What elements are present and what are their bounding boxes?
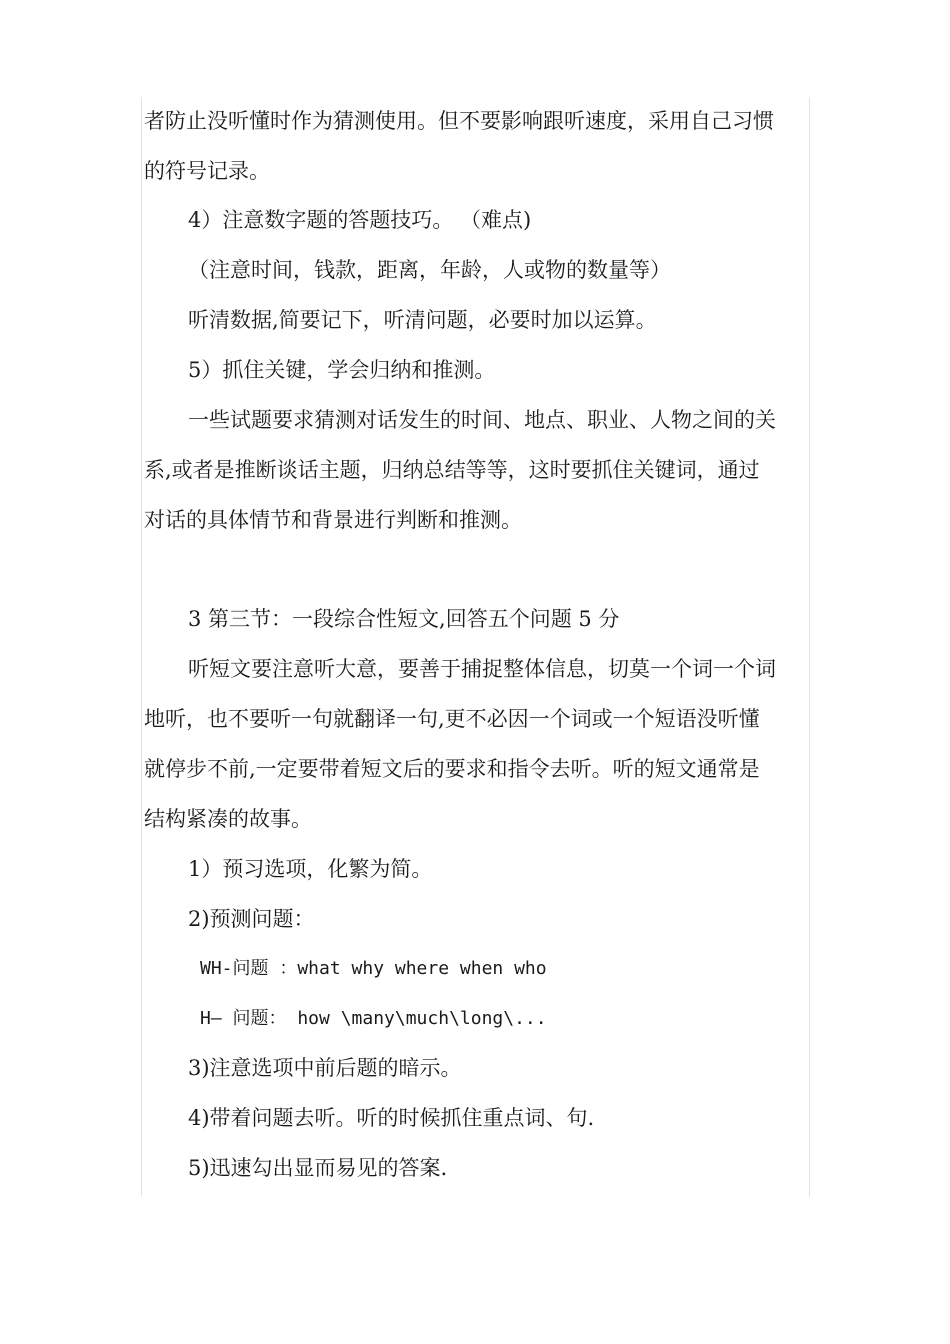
text-line-5: 听清数据,简要记下，听清问题，必要时加以运算。 (188, 308, 657, 332)
text-line-1: 者防止没听懂时作为猜测使用。但不要影响跟听速度，采用自己习惯 (144, 109, 774, 133)
text-line-4: （注意时间，钱款，距离，年龄，人或物的数量等） (188, 258, 671, 282)
text-line-14: 结构紧凑的故事。 (144, 807, 312, 831)
text-line-19: 3)注意选项中前后题的暗示。 (188, 1056, 462, 1080)
text-line-7: 一些试题要求猜测对话发生的时间、地点、职业、人物之间的关 (188, 408, 776, 432)
text-line-20: 4)带着问题去听。听的时候抓住重点词、句. (188, 1106, 595, 1130)
text-line-12: 地听，也不要听一句就翻译一句,更不必因一个词或一个短语没听懂 (144, 707, 760, 731)
text-line-21: 5)迅速勾出显而易见的答案. (188, 1156, 448, 1180)
text-line-18: H— 问题： how \many\much\long\... (200, 1008, 547, 1029)
text-line-2: 的符号记录。 (144, 159, 270, 183)
text-line-13: 就停步不前,一定要带着短文后的要求和指令去听。听的短文通常是 (144, 757, 760, 781)
section-heading: 3 第三节：一段综合性短文,回答五个问题 5 分 (188, 607, 620, 631)
text-line-3: 4）注意数字题的答题技巧。 （难点) (188, 208, 532, 232)
text-line-11: 听短文要注意听大意，要善于捕捉整体信息，切莫一个词一个词 (188, 657, 776, 681)
text-line-8: 系,或者是推断谈话主题，归纳总结等等，这时要抓住关键词，通过 (144, 458, 760, 482)
text-line-17: WH-问题 ：what why where when who (200, 958, 547, 979)
text-line-6: 5）抓住关键，学会归纳和推测。 (188, 358, 496, 382)
text-line-16: 2)预测问题： (188, 907, 315, 931)
text-line-15: 1）预习选项，化繁为简。 (188, 857, 433, 881)
text-line-9: 对话的具体情节和背景进行判断和推测。 (144, 508, 522, 532)
